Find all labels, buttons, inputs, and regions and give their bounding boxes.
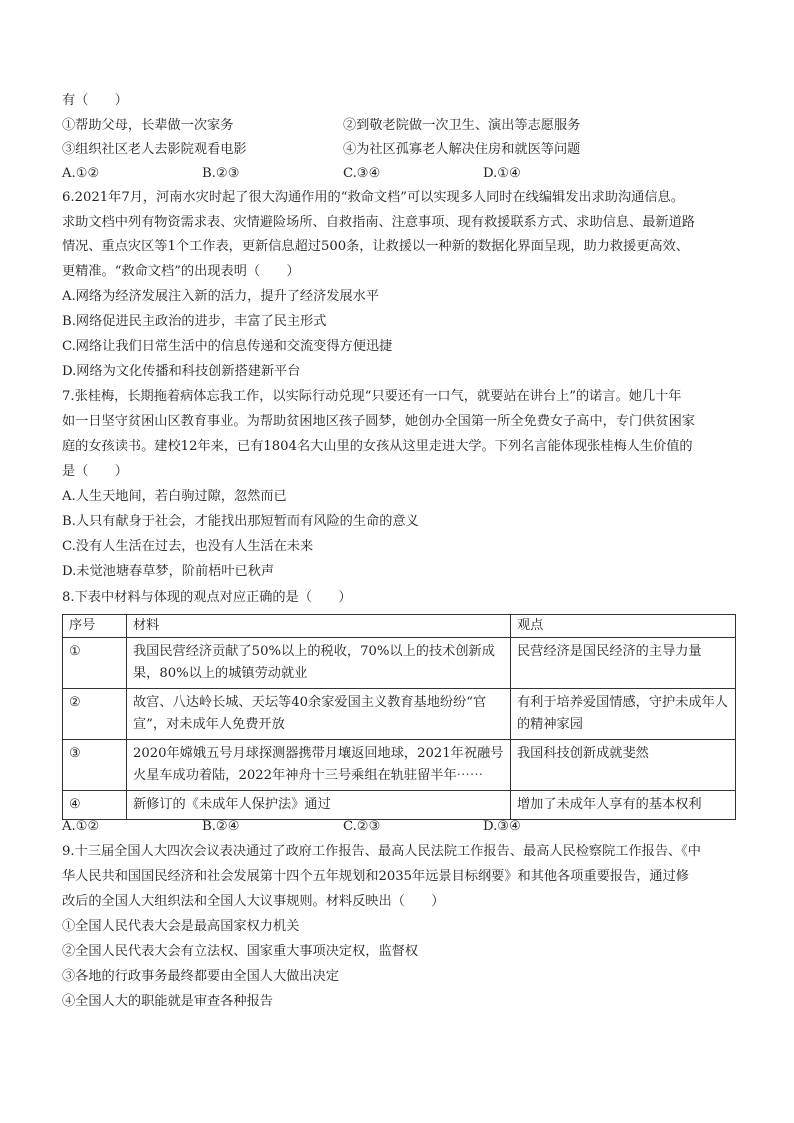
q6-option-b: B.网络促进民主政治的进步，丰富了民主形式 xyxy=(62,314,327,329)
q5-stem-tail: 有（ ） xyxy=(62,93,128,108)
table-row xyxy=(63,791,736,820)
q9-stem-line-1: 9.十三届全国人大四次会议表决通过了政府工作报告、最高人民法院工作报告、最高人民检察院工作报告、《中 xyxy=(62,844,701,859)
q7-option-b: B.人只有献身于社会，才能找出那短暂而有风险的生命的意义 xyxy=(62,514,419,529)
table-header-row xyxy=(63,615,736,638)
row-material: 新修订的《未成年人保护法》通过 xyxy=(127,791,511,820)
q8-table xyxy=(62,614,736,820)
row-material: 故宫、八达岭长城、天坛等40余家爱国主义教育基地纷纷“官宣”，对未成年人免费开放 xyxy=(127,689,511,740)
q5-option-a: A.①② xyxy=(62,166,100,181)
q8-stem: 8.下表中材料与体现的观点对应正确的是（ ） xyxy=(62,590,352,605)
table-row xyxy=(63,689,736,740)
q5-item-3: ③组织社区老人去影院观看电影 xyxy=(62,142,247,157)
q9-item-4: ④全国人大的职能就是审查各种报告 xyxy=(62,994,273,1009)
header-material: 材料 xyxy=(127,615,511,638)
q7-stem-line-3: 庭的女孩读书。建校12年来，已有1804名大山里的女孩从这里走进大学。下列名言能体现张桂梅人生价值的 xyxy=(62,439,693,454)
q9-item-3: ③各地的行政事务最终都要由全国人大做出决定 xyxy=(62,969,339,984)
q6-option-d: D.网络为文化传播和科技创新搭建新平台 xyxy=(62,364,301,379)
q6-stem-line-4: 更精准。“救命文档”的出现表明（ ） xyxy=(62,264,300,279)
row-viewpoint: 我国科技创新成就斐然 xyxy=(511,740,736,791)
q7-option-c: C.没有人生活在过去，也没有人生活在未来 xyxy=(62,539,314,554)
row-index: ④ xyxy=(63,791,127,820)
q9-item-1: ①全国人民代表大会是最高国家权力机关 xyxy=(62,919,300,934)
q6-option-a: A.网络为经济发展注入新的活力，提升了经济发展水平 xyxy=(62,289,380,304)
row-index: ① xyxy=(63,638,127,689)
header-viewpoint: 观点 xyxy=(511,615,736,638)
header-index: 序号 xyxy=(63,615,127,638)
q5-option-b: B.②③ xyxy=(202,166,240,181)
row-viewpoint: 增加了未成年人享有的基本权利 xyxy=(511,791,736,820)
row-viewpoint: 有利于培养爱国情感，守护未成年人的精神家园 xyxy=(511,689,736,740)
q7-stem-line-1: 7.张桂梅，长期拖着病体忘我工作，以实际行动兑现“只要还有一口气，就要站在讲台上”的诺言。她几十年 xyxy=(62,389,682,404)
q8-option-d: D.③④ xyxy=(483,819,521,834)
q6-option-c: C.网络让我们日常生活中的信息传递和交流变得方便迅捷 xyxy=(62,339,393,354)
row-index: ③ xyxy=(63,740,127,791)
q6-stem-line-3: 情况、重点灾区等1个工作表，更新信息超过500条，让救援以一种新的数据化界面呈现，助力救援更高效、 xyxy=(62,239,689,254)
q5-item-4: ④为社区孤寡老人解决住房和就医等问题 xyxy=(343,142,581,157)
row-material: 我国民营经济贡献了50%以上的税收，70%以上的技术创新成果，80%以上的城镇劳动就业 xyxy=(127,638,511,689)
table-row xyxy=(63,740,736,791)
q8-option-b: B.②④ xyxy=(202,819,240,834)
q5-item-1: ①帮助父母，长辈做一次家务 xyxy=(62,118,234,133)
q8-option-a: A.①② xyxy=(62,819,100,834)
q6-stem-line-1: 6.2021年7月，河南水灾时起了很大沟通作用的“救命文档”可以实现多人同时在线编辑发出求助沟通信息。 xyxy=(62,190,684,205)
table-row xyxy=(63,638,736,689)
q8-option-c: C.②③ xyxy=(343,819,381,834)
q6-stem-line-2: 求助文档中列有物资需求表、灾情避险场所、自救指南、注意事项、现有救援联系方式、求助信息、最新道路 xyxy=(62,215,695,230)
q7-stem-line-4: 是（ ） xyxy=(62,464,128,479)
q9-item-2: ②全国人民代表大会有立法权、国家重大事项决定权，监督权 xyxy=(62,944,419,959)
row-index: ② xyxy=(63,689,127,740)
q7-stem-line-2: 如一日坚守贫困山区教育事业。为帮助贫困地区孩子圆梦，她创办全国第一所全免费女子高中，专门供贫困家 xyxy=(62,414,695,429)
q9-stem-line-2: 华人民共和国国民经济和社会发展第十四个五年规划和2035年远景目标纲要》和其他各项重要报告，通过修 xyxy=(62,869,689,884)
q7-option-a: A.人生天地间，若白驹过隙，忽然而已 xyxy=(62,489,287,504)
q5-option-d: D.①④ xyxy=(483,166,521,181)
row-viewpoint: 民营经济是国民经济的主导力量 xyxy=(511,638,736,689)
q7-option-d: D.未觉池塘春草梦，阶前梧叶已秋声 xyxy=(62,564,275,579)
row-material: 2020年嫦娥五号月球探测器携带月壤返回地球，2021年祝融号火星车成功着陆，2022年神舟十三号乘组在轨驻留半年⋯⋯ xyxy=(127,740,511,791)
q5-item-2: ②到敬老院做一次卫生、演出等志愿服务 xyxy=(343,118,581,133)
q5-option-c: C.③④ xyxy=(343,166,381,181)
q9-stem-line-3: 改后的全国人大组织法和全国人大议事规则。材料反映出（ ） xyxy=(62,894,445,909)
